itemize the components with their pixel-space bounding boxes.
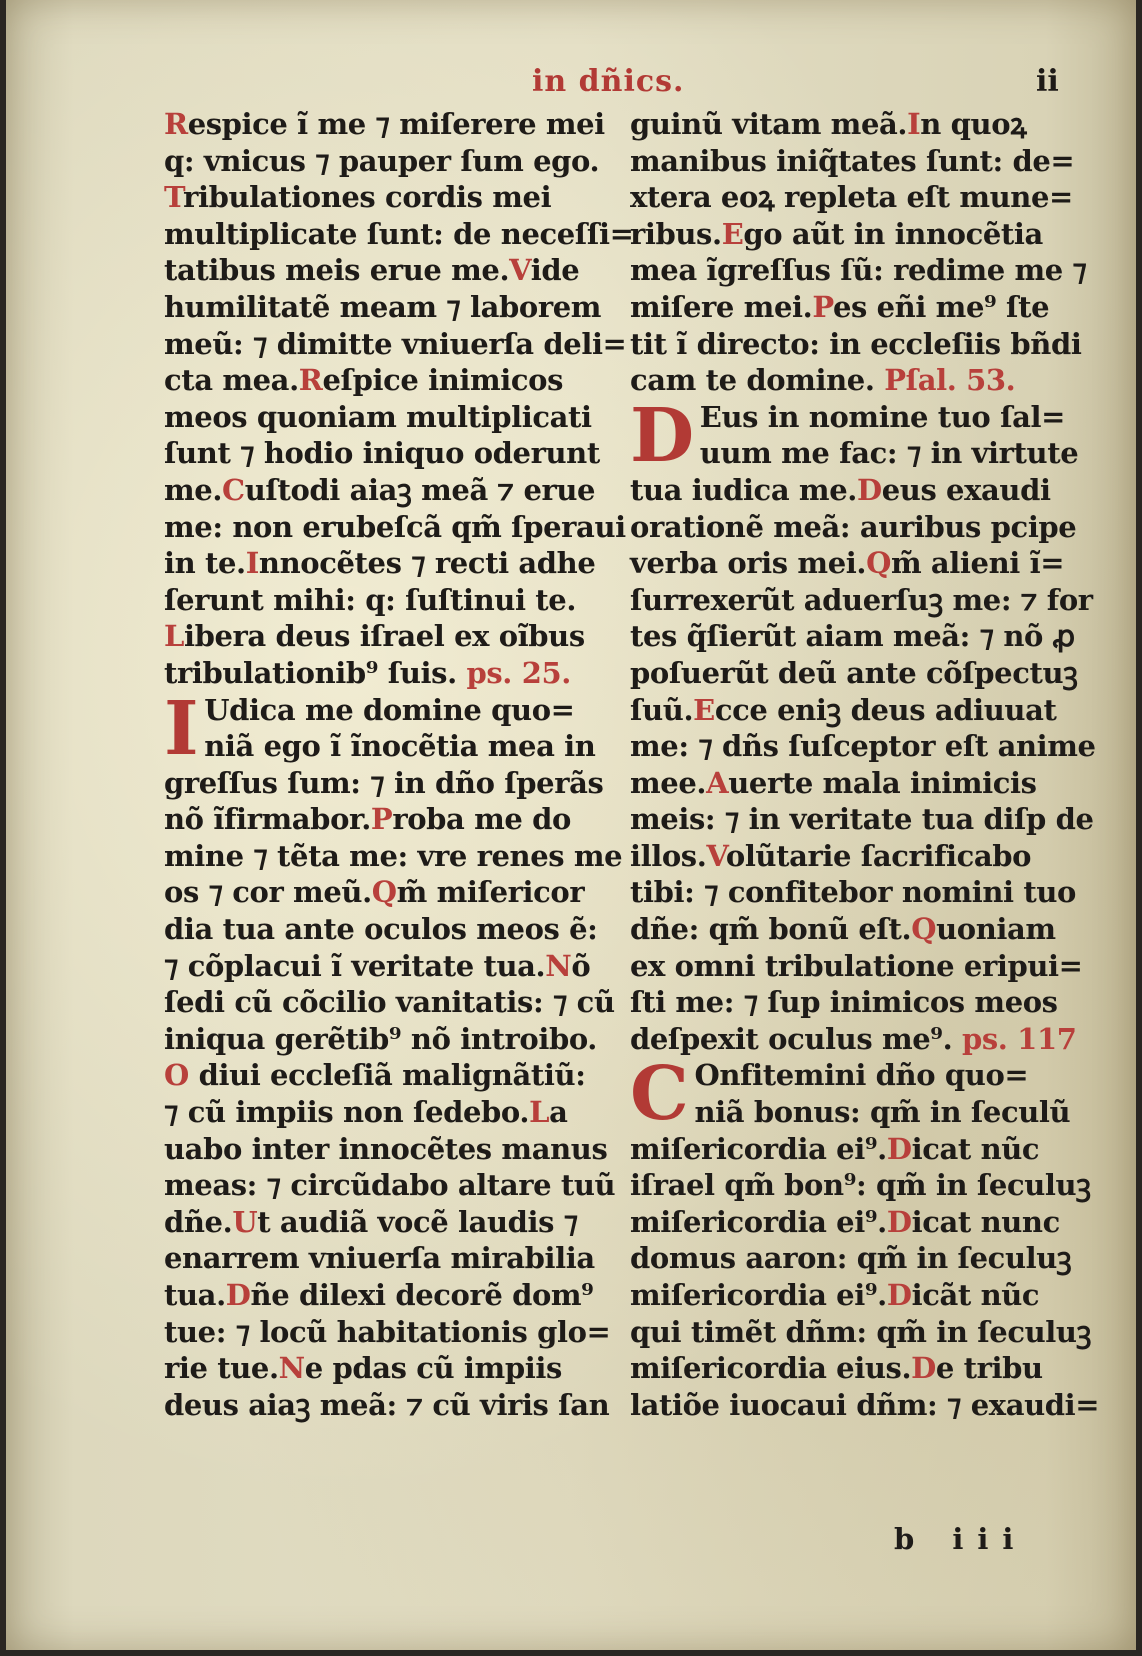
text-segment: icãt nũc bbox=[911, 1278, 1040, 1312]
text-line bbox=[630, 289, 1075, 326]
text-line bbox=[164, 911, 604, 948]
rubricated-initial: Q bbox=[866, 546, 891, 581]
text-line bbox=[164, 216, 634, 253]
text-segment: verba oris mei. bbox=[630, 546, 867, 581]
text-line bbox=[630, 179, 1075, 216]
text-segment: ribus. bbox=[630, 216, 722, 251]
text-line bbox=[630, 1240, 1075, 1277]
text-line bbox=[164, 801, 604, 838]
left-text-column bbox=[164, 106, 634, 1423]
text-segment: ñe dilexi decorẽ dom⁹ bbox=[250, 1278, 594, 1312]
rubricated-initial: N bbox=[278, 1351, 305, 1386]
text-line bbox=[164, 399, 604, 436]
text-segment: tit ĩ directo: in eccleſiis bñdi bbox=[630, 326, 1082, 361]
text-line bbox=[164, 765, 604, 802]
text-line bbox=[164, 1204, 604, 1241]
rubricated-initial: Q bbox=[911, 912, 937, 947]
text-line bbox=[630, 582, 1093, 619]
text-segment: m̃ miſericor bbox=[396, 875, 585, 910]
text-segment: ſerunt mihi: q: ſuſtinui te. bbox=[164, 582, 577, 617]
folio-number: ii bbox=[1036, 64, 1059, 99]
text-line bbox=[630, 874, 1075, 911]
text-line bbox=[164, 1167, 616, 1204]
text-segment: uabo inter innocẽtes manus bbox=[164, 1131, 608, 1166]
rubricated-initial: P bbox=[812, 289, 833, 324]
text-segment: latiõe iuocaui dñm: ⁊ exaudi= bbox=[630, 1387, 1100, 1422]
text-segment: mine ⁊ tẽta me: vre renes me bbox=[164, 838, 623, 873]
text-line bbox=[164, 326, 627, 363]
text-segment: greſſus ſum: ⁊ in dño ſperãs bbox=[164, 765, 604, 800]
text-line bbox=[164, 948, 604, 985]
text-segment: ribulationes cordis mei bbox=[183, 180, 552, 215]
text-line bbox=[164, 1021, 604, 1058]
text-segment: dia tua ante oculos meos ẽ: bbox=[164, 912, 598, 947]
manuscript-page bbox=[6, 0, 1136, 1650]
text-segment: orationẽ meã: auribus pcipe bbox=[630, 509, 1077, 544]
text-segment: cam te domine. bbox=[630, 363, 875, 398]
rubricated-initial: E bbox=[721, 216, 744, 251]
text-segment: roba me do bbox=[392, 802, 571, 837]
text-segment: mea ĩgreſſus ſũ: redime me ⁊ bbox=[630, 253, 1087, 288]
rubricated-initial: V bbox=[509, 253, 531, 288]
text-segment: miſericordia ei⁹. bbox=[630, 1278, 887, 1312]
rubricated-initial: D bbox=[886, 1278, 912, 1312]
text-segment: Onfitemini dño quo= bbox=[694, 1058, 1029, 1093]
text-line bbox=[630, 801, 1094, 838]
running-title: in dñics. bbox=[532, 64, 685, 99]
rubricated-initial: D bbox=[886, 1131, 912, 1166]
text-line bbox=[630, 435, 1079, 472]
text-segment: multiplicate ſunt: de neceſſi= bbox=[164, 216, 634, 251]
text-segment: deus aiaꝫ meã: ⁊ cũ viris ſan bbox=[164, 1387, 610, 1422]
text-line bbox=[630, 911, 1075, 948]
text-segment: n quoꝝ bbox=[920, 107, 1027, 141]
rubricated-initial: U bbox=[232, 1204, 258, 1239]
text-segment: es eñi me⁹ ſte bbox=[832, 289, 1050, 324]
text-segment: nnocẽtes ⁊ recti adhe bbox=[258, 546, 596, 581]
text-line bbox=[630, 728, 1096, 765]
text-segment: uſtodi aiaꝫ meã ⁊ erue bbox=[244, 472, 596, 507]
text-line bbox=[630, 1314, 1092, 1351]
text-segment: tue: ⁊ locũ habitationis glo= bbox=[164, 1314, 611, 1349]
text-line bbox=[164, 472, 604, 509]
text-segment: nõ ĩfirmabor. bbox=[164, 802, 371, 837]
rubricated-initial: T bbox=[164, 180, 184, 215]
text-line bbox=[164, 252, 604, 289]
text-line bbox=[630, 984, 1075, 1021]
text-line bbox=[164, 545, 604, 582]
text-segment: me: non erubeſcã qm̃ ſperaui bbox=[164, 509, 626, 544]
text-line bbox=[164, 106, 604, 143]
text-segment: uerte mala inimicis bbox=[728, 765, 1037, 800]
rubricated-initial: V bbox=[706, 838, 726, 873]
text-segment: eus exaudi bbox=[881, 472, 1051, 507]
text-line bbox=[630, 545, 1075, 582]
text-segment: tua iudica me. bbox=[630, 472, 857, 507]
text-segment: cta mea. bbox=[164, 363, 299, 398]
text-segment: domus aaron: qm̃ in ſeculuꝫ bbox=[630, 1241, 1072, 1276]
text-line bbox=[164, 435, 604, 472]
text-line bbox=[164, 1094, 604, 1131]
text-line bbox=[630, 1387, 1100, 1424]
text-line bbox=[630, 1167, 1091, 1204]
rubricated-initial: P bbox=[370, 802, 393, 837]
text-segment: me. bbox=[164, 472, 223, 507]
text-line bbox=[630, 1277, 1075, 1314]
text-line bbox=[164, 838, 623, 875]
rubricated-initial: L bbox=[529, 1095, 550, 1130]
text-line bbox=[630, 838, 1075, 875]
text-segment: niã ego ĩ ĩnocẽtia mea in bbox=[204, 729, 596, 764]
text-line bbox=[630, 692, 1075, 729]
text-line bbox=[164, 289, 604, 326]
text-segment: e tribu bbox=[935, 1351, 1043, 1386]
text-segment: ide bbox=[530, 253, 580, 288]
psalm-rubric: ps. 25. bbox=[456, 655, 571, 690]
text-segment: olũtarie ſacrificabo bbox=[725, 838, 1032, 873]
signature-mark: b iii bbox=[894, 1522, 1028, 1556]
text-line bbox=[630, 765, 1075, 802]
text-segment: ibera deus iſrael ex oĩbus bbox=[184, 619, 585, 654]
rubricated-initial: A bbox=[706, 765, 729, 800]
text-segment: manibus iniq̃tates ſunt: de= bbox=[630, 143, 1075, 178]
text-line bbox=[630, 472, 1075, 509]
text-line bbox=[164, 1057, 604, 1094]
text-segment: t audiã vocẽ laudis ⁊ bbox=[257, 1204, 578, 1239]
text-segment: uoniam bbox=[936, 912, 1056, 947]
text-segment: ⁊ cũ impiis non ſedebo. bbox=[164, 1095, 530, 1130]
text-segment: icat nunc bbox=[911, 1204, 1060, 1239]
text-line bbox=[164, 582, 604, 619]
text-segment: uum me fac: ⁊ in virtute bbox=[699, 436, 1079, 471]
text-segment: meis: ⁊ in veritate tua diſp de bbox=[630, 802, 1094, 837]
text-segment: tribulationib⁹ ſuis. bbox=[164, 655, 457, 690]
text-segment: eſpice inimicos bbox=[322, 363, 564, 398]
text-segment: miſericordia eius. bbox=[630, 1351, 912, 1386]
text-segment: ⁊ cõplacui ĩ veritate tua. bbox=[164, 948, 546, 983]
rubricated-initial: D bbox=[856, 472, 882, 507]
text-segment: deſpexit oculus me⁹. bbox=[630, 1021, 953, 1056]
text-line bbox=[630, 618, 1075, 655]
text-segment: q: vnicus ⁊ pauper ſum ego. bbox=[164, 143, 600, 178]
right-text-column bbox=[630, 106, 1100, 1423]
text-segment: Eus in nomine tuo ſal= bbox=[699, 399, 1066, 434]
text-line bbox=[164, 509, 626, 546]
text-segment: dñe: qm̃ bonũ eſt. bbox=[630, 912, 912, 947]
text-line bbox=[164, 728, 604, 765]
text-segment: iſrael qm̃ bon⁹: qm̃ in ſeculuꝫ bbox=[630, 1168, 1091, 1203]
drop-capital: D bbox=[630, 392, 694, 479]
text-segment: meũ: ⁊ dimitte vniuerſa deli= bbox=[164, 326, 627, 361]
rubricated-initial: R bbox=[164, 107, 188, 141]
text-segment: niã bonus: qm̃ in ſeculũ bbox=[694, 1095, 1071, 1130]
text-segment: espice ĩ me ⁊ miſerere mei bbox=[187, 107, 605, 141]
text-line bbox=[630, 1204, 1075, 1241]
text-line bbox=[164, 179, 604, 216]
text-line bbox=[164, 984, 615, 1021]
text-segment: cce eniꝫ deus adiuuat bbox=[714, 692, 1057, 727]
text-segment: ſurrexerũt aduerſuꝫ me: ⁊ for bbox=[630, 582, 1093, 617]
text-segment: a bbox=[549, 1095, 568, 1130]
text-segment: Udica me domine quo= bbox=[204, 692, 575, 727]
text-segment: ſunt ⁊ hodio iniquo oderunt bbox=[164, 436, 600, 471]
text-segment: tes q̃ſierũt aiam meã: ⁊ nõ ꝓ bbox=[630, 619, 1075, 654]
text-line bbox=[164, 618, 604, 655]
text-line bbox=[630, 326, 1082, 363]
rubricated-initial: D bbox=[886, 1204, 912, 1239]
text-segment: meas: ⁊ circũdabo altare tuũ bbox=[164, 1168, 616, 1203]
text-line bbox=[630, 655, 1078, 692]
rubricated-initial: Q bbox=[371, 875, 397, 910]
text-segment: ſuũ. bbox=[630, 692, 694, 727]
text-segment: go aũt in innocẽtia bbox=[743, 216, 1043, 251]
text-segment: iniqua gerẽtib⁹ nõ introibo. bbox=[164, 1021, 597, 1056]
text-line bbox=[164, 1277, 604, 1314]
rubricated-initial: L bbox=[164, 619, 184, 654]
text-segment: in te. bbox=[164, 546, 246, 581]
text-segment: rie tue. bbox=[164, 1351, 279, 1386]
text-segment: tibi: ⁊ confitebor nomini tuo bbox=[630, 875, 1076, 910]
text-segment: xtera eoꝝ repleta eſt mune= bbox=[630, 180, 1073, 215]
text-segment: e pdas cũ impiis bbox=[304, 1351, 562, 1386]
text-segment: mee. bbox=[630, 765, 707, 800]
text-line bbox=[164, 1387, 610, 1424]
page-header bbox=[6, 64, 1136, 104]
text-segment: enarrem vniuerſa mirabilia bbox=[164, 1241, 595, 1276]
text-line bbox=[630, 106, 1075, 143]
rubricated-initial: D bbox=[911, 1351, 936, 1386]
text-segment: õ bbox=[571, 948, 591, 983]
text-line bbox=[630, 252, 1087, 289]
text-segment: poſuerũt deũ ante cõſpectuꝫ bbox=[630, 655, 1078, 690]
text-segment: miſere mei. bbox=[630, 289, 813, 324]
text-line bbox=[164, 1131, 608, 1168]
rubricated-initial: I bbox=[907, 107, 921, 141]
rubricated-initial: O bbox=[164, 1058, 189, 1093]
text-line bbox=[164, 1350, 604, 1387]
rubricated-initial: E bbox=[693, 692, 715, 727]
rubricated-initial: N bbox=[545, 948, 572, 983]
text-line bbox=[630, 1350, 1075, 1387]
text-line bbox=[630, 509, 1075, 546]
text-segment: meos quoniam multiplicati bbox=[164, 399, 592, 434]
text-segment: miſericordia ei⁹. bbox=[630, 1204, 887, 1239]
text-line bbox=[630, 143, 1075, 180]
text-line bbox=[630, 948, 1083, 985]
text-line bbox=[164, 1314, 611, 1351]
text-segment: diui eccleſiã malignãtiũ: bbox=[188, 1058, 586, 1093]
rubricated-initial: R bbox=[298, 363, 323, 398]
text-line bbox=[630, 1131, 1075, 1168]
text-segment: illos. bbox=[630, 838, 707, 873]
text-segment: tatibus meis erue me. bbox=[164, 253, 510, 288]
text-line bbox=[164, 1240, 604, 1277]
psalm-rubric: ps. 117 bbox=[952, 1021, 1077, 1056]
text-segment: me: ⁊ dñs ſuſceptor eſt anime bbox=[630, 729, 1096, 764]
text-segment: m̃ alieni ĩ= bbox=[890, 546, 1065, 581]
text-segment: tua. bbox=[164, 1278, 226, 1312]
text-line bbox=[630, 1021, 1075, 1058]
rubricated-initial: D bbox=[225, 1278, 251, 1312]
text-line bbox=[164, 874, 604, 911]
text-segment: guinũ vitam meã. bbox=[630, 107, 908, 141]
text-segment: ſedi cũ cõcilio vanitatis: ⁊ cũ bbox=[164, 985, 615, 1020]
text-line bbox=[630, 1094, 1075, 1131]
text-segment: ex omni tribulatione eripui= bbox=[630, 948, 1083, 983]
drop-capital: I bbox=[164, 685, 199, 772]
text-segment: ſti me: ⁊ ſup inimicos meos bbox=[630, 985, 1058, 1020]
text-segment: os ⁊ cor meũ. bbox=[164, 875, 372, 910]
rubricated-initial: I bbox=[245, 546, 259, 581]
text-segment: miſericordia ei⁹. bbox=[630, 1131, 887, 1166]
text-line bbox=[630, 216, 1075, 253]
text-segment: qui timẽt dñm: qm̃ in ſeculuꝫ bbox=[630, 1314, 1092, 1349]
text-segment: dñe. bbox=[164, 1204, 233, 1239]
text-line bbox=[630, 362, 1075, 399]
drop-capital: C bbox=[630, 1051, 689, 1138]
text-line bbox=[164, 143, 604, 180]
text-line bbox=[164, 655, 604, 692]
rubricated-initial: C bbox=[222, 472, 245, 507]
text-segment: icat nũc bbox=[911, 1131, 1040, 1166]
text-line bbox=[164, 362, 604, 399]
psalm-rubric: Pſal. 53. bbox=[874, 363, 1016, 398]
text-segment: humilitatẽ meam ⁊ laborem bbox=[164, 289, 602, 324]
